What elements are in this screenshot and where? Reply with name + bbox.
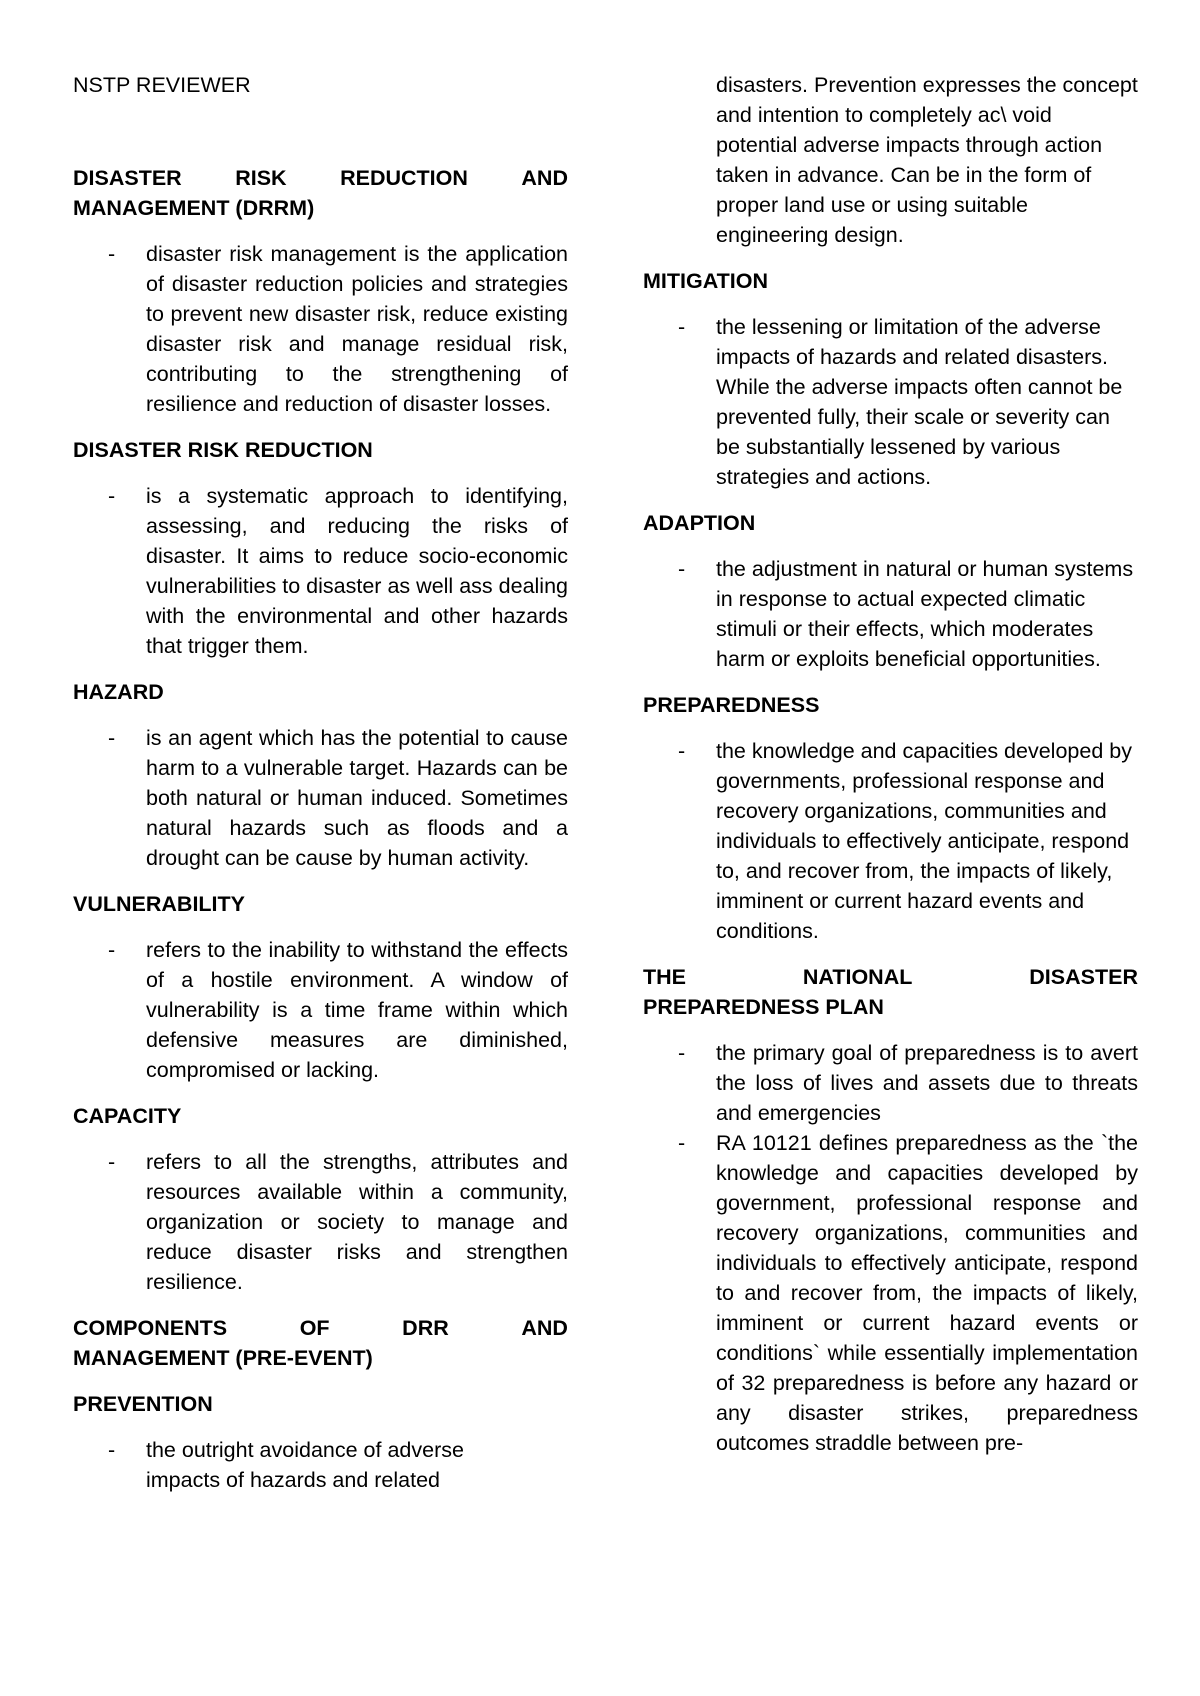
- section-heading-capacity: CAPACITY: [73, 1104, 182, 1128]
- section-heading-components-line2: MANAGEMENT (PRE-EVENT): [73, 1346, 373, 1370]
- section-heading-prevention: PREVENTION: [73, 1392, 213, 1416]
- section-heading-preparedness: PREPAREDNESS: [643, 693, 820, 717]
- list-item-text: refers to the inability to withstand the effects of a hostile environment. A window of vulnerability is a time frame within which defensive measures are diminished, compromised or lacking.: [146, 938, 568, 1082]
- section-heading-ndpp-line2: PREPAREDNESS PLAN: [643, 995, 884, 1019]
- list-item: [73, 1147, 568, 1297]
- list-item: [73, 1435, 568, 1495]
- prevention-continuation: disasters. Prevention expresses the concept and intention to completely ac\ void potential adverse impacts through action taken in advance. Can be in the form of proper land use or using suitable engineering design.: [716, 73, 1138, 247]
- section-heading-vulnerability: VULNERABILITY: [73, 892, 245, 916]
- prevention-list: [73, 1435, 568, 1495]
- list-item-text: the primary goal of preparedness is to avert the loss of lives and assets due to threats and emergencies: [716, 1041, 1138, 1125]
- dash-bullet: -: [678, 1041, 686, 1065]
- list-item: [643, 1128, 1138, 1458]
- ndpp-list: [643, 1038, 1138, 1458]
- mitigation-list: [643, 312, 1138, 492]
- adaption-list: [643, 554, 1138, 674]
- heading-word: COMPONENTS: [73, 1316, 228, 1340]
- list-item: [643, 736, 1138, 946]
- heading-word: DISASTER: [1029, 965, 1138, 989]
- section-heading-drrm-line1: [73, 163, 568, 193]
- list-item-text: the adjustment in natural or human systems in response to actual expected climatic stimuli or their effects, which moderates harm or exploits beneficial opportunities.: [716, 557, 1134, 671]
- dash-bullet: -: [678, 315, 686, 339]
- dash-bullet: -: [108, 938, 116, 962]
- heading-word: DISASTER: [73, 166, 182, 190]
- dash-bullet: -: [108, 726, 116, 750]
- dash-bullet: -: [108, 484, 116, 508]
- dash-bullet: -: [108, 242, 116, 266]
- heading-word: AND: [521, 1316, 568, 1340]
- preparedness-list: [643, 736, 1138, 946]
- right-column: [643, 70, 1138, 1474]
- drrm-list: [73, 239, 568, 419]
- dash-bullet: -: [108, 1438, 116, 1462]
- heading-word: REDUCTION: [340, 166, 468, 190]
- list-item-text: the knowledge and capacities developed by governments, professional response and recovery organizations, communities and individuals to effectively anticipate, respond to, and recover from, the impacts of likely, imminent or current hazard events and conditions.: [716, 739, 1132, 943]
- hazard-list: [73, 723, 568, 873]
- list-item: [643, 554, 1138, 674]
- dash-bullet: -: [678, 739, 686, 763]
- list-item-text: is an agent which has the potential to cause harm to a vulnerable target. Hazards can be both natural or human induced. Sometimes natural hazards such as floods and a drought can be cause by human activity.: [146, 726, 568, 870]
- dash-bullet: -: [678, 1131, 686, 1155]
- list-item: [643, 1038, 1138, 1128]
- section-heading-drrm-line2: MANAGEMENT (DRRM): [73, 196, 315, 220]
- list-item: [643, 312, 1138, 492]
- heading-word: RISK: [235, 166, 287, 190]
- document-title: NSTP REVIEWER: [73, 73, 251, 97]
- dash-bullet: -: [108, 1150, 116, 1174]
- list-item: [73, 239, 568, 419]
- capacity-list: [73, 1147, 568, 1297]
- section-heading-drr: DISASTER RISK REDUCTION: [73, 438, 373, 462]
- list-item-text: disaster risk management is the application of disaster reduction policies and strategies to prevent new disaster risk, reduce existing disaster risk and manage residual risk, contributing to the strengthening of resilience and reduction of disaster losses.: [146, 242, 568, 416]
- heading-word: OF: [299, 1316, 330, 1340]
- left-column: [73, 70, 568, 1511]
- list-item-text: RA 10121 defines preparedness as the `the knowledge and capacities developed by government, professional response and recovery organizations, communities and individuals to effectively anticipate, respond to and recover from, the impacts of likely, imminent or current hazard events or conditions` while essentially implementation of 32 preparedness is before any hazard or any disaster strikes, preparedness outcomes straddle between pre-: [716, 1131, 1138, 1455]
- list-item: [73, 481, 568, 661]
- dash-bullet: -: [678, 557, 686, 581]
- heading-word: NATIONAL: [802, 965, 913, 989]
- list-item: [73, 723, 568, 873]
- vulnerability-list: [73, 935, 568, 1085]
- section-heading-ndpp-line1: [643, 962, 1138, 992]
- section-heading-mitigation: MITIGATION: [643, 269, 769, 293]
- heading-word: DRR: [402, 1316, 449, 1340]
- list-item-text: is a systematic approach to identifying, assessing, and reducing the risks of disaster. It aims to reduce socio-economic vulnerabilities to disaster as well ass dealing with the environmental and other hazards that trigger them.: [146, 484, 568, 658]
- drr-list: [73, 481, 568, 661]
- section-heading-adaption: ADAPTION: [643, 511, 756, 535]
- section-heading-hazard: HAZARD: [73, 680, 164, 704]
- section-heading-components-line1: [73, 1313, 568, 1343]
- list-item-text: the lessening or limitation of the adverse impacts of hazards and related disasters. While the adverse impacts often cannot be prevented fully, their scale or severity can be substantially lessened by various strategies and actions.: [716, 315, 1123, 489]
- list-item: [73, 935, 568, 1085]
- heading-word: THE: [643, 965, 686, 989]
- list-item-text: the outright avoidance of adverse impacts of hazards and related: [146, 1438, 464, 1492]
- list-item-text: refers to all the strengths, attributes and resources available within a community, organization or society to manage and reduce disaster risks and strengthen resilience.: [146, 1150, 568, 1294]
- heading-word: AND: [521, 166, 568, 190]
